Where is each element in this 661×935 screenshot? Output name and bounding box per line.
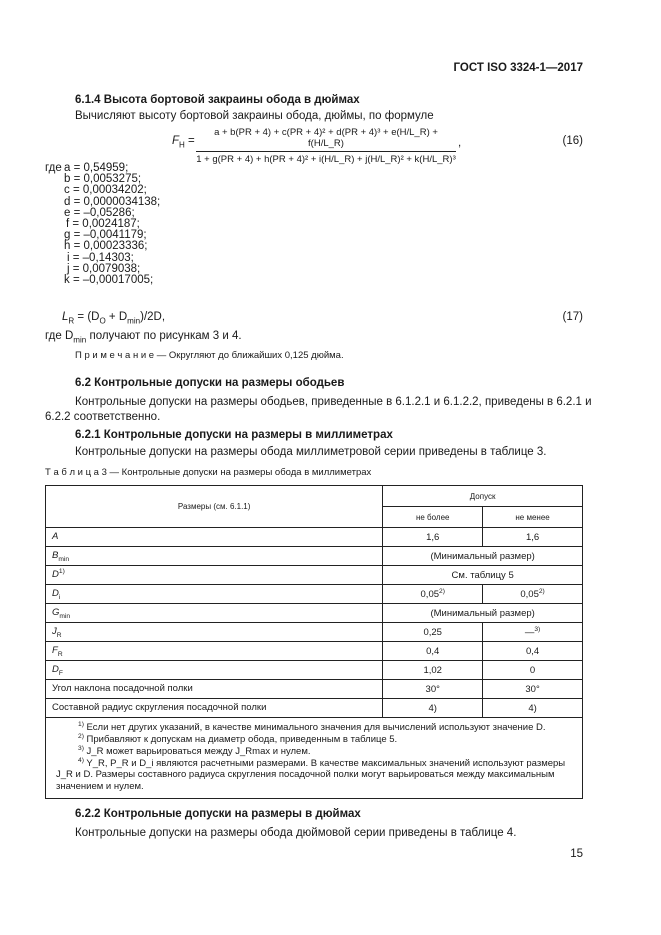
section-6-2-heading: 6.2 Контрольные допуски на размеры ободьев: [75, 377, 345, 389]
col-header-tolerance: Допуск: [383, 486, 583, 507]
row-dimension: $J_R$: [46, 623, 383, 642]
table-3-caption: Т а б л и ц а 3 — Контрольные допуски на размеры обода в миллиметрах: [45, 467, 372, 478]
section-6-2-para-line2: 6.2.2 соответственно.: [45, 411, 161, 423]
formula-17-number: (17): [562, 311, 583, 323]
coefficient-item: h = 0,00023336;: [64, 240, 148, 253]
table-footnotes: [46, 718, 583, 799]
row-dimension: $D_F$: [46, 661, 383, 680]
row-tolerance-max: 4): [383, 699, 483, 718]
section-6-2-1-heading: 6.2.1 Контрольные допуски на размеры в миллиметрах: [75, 429, 393, 441]
footnote-1: $^{1)}$ Если нет других указаний, в качестве минимального значения для вычислений используют значение D.: [78, 721, 546, 734]
row-tolerance-span: (Минимальный размер): [383, 547, 583, 566]
coefficient-item: f = 0,0024187;: [66, 218, 140, 230]
row-tolerance-span: (Минимальный размер): [383, 604, 583, 623]
row-dimension: $B_{min}$: [46, 547, 383, 566]
section-6-1-4-heading: 6.1.4 Высота бортовой закраины обода в дюймах: [75, 94, 360, 106]
row-tolerance-max: 1,02: [383, 661, 483, 680]
row-dimension: $G_{min}$: [46, 604, 383, 623]
coefficient-item: j = 0,0079038;: [67, 262, 141, 275]
section-6-2-2-para: Контрольные допуски на размеры обода дюймовой серии приведены в таблице 4.: [75, 827, 517, 839]
table-row: [46, 585, 583, 604]
formula-16-fraction: [196, 127, 456, 165]
row-dimension: $D_i$: [46, 585, 383, 604]
formula-16-comma: ,: [458, 137, 462, 149]
row-tolerance-max: 0,4: [383, 642, 483, 661]
formula-16-denominator: 1 + g(PR + 4) + h(PR + 4)² + i(H/L_R) + j(H/L_R)² + k(H/L_R)³: [196, 154, 456, 165]
section-6-2-2-heading: 6.2.2 Контрольные допуски на размеры в дюймах: [75, 808, 361, 820]
section-6-1-4-intro: Вычисляют высоту бортовой закраины обода, дюймы, по формуле: [75, 110, 434, 122]
col-header-min: не менее: [483, 507, 583, 528]
row-tolerance-min: 0: [483, 661, 583, 680]
col-header-max: не более: [383, 507, 483, 528]
formula-16-number: (16): [562, 135, 583, 147]
document-id: ГОСТ ISO 3324-1—2017: [453, 62, 583, 74]
coefficient-item: g = –0,0041179;: [64, 229, 147, 242]
row-tolerance-min: 1,6: [483, 528, 583, 547]
table-row: [46, 680, 583, 699]
formula-16-numerator: a + b(PR + 4) + c(PR + 4)² + d(PR + 4)³ + e(H/L_R) + f(H/L_R): [196, 127, 456, 152]
row-dimension: Угол наклона посадочной полки: [46, 680, 383, 699]
footnote-4-line3: значением и нулем.: [56, 781, 144, 792]
formula-17: $L_R = (D_O + D_{min})/2D$,: [62, 311, 166, 326]
where-label: где: [45, 162, 62, 174]
coefficient-item: i = –0,14303;: [67, 251, 134, 264]
coefficient-item: e = –0,05286;: [64, 206, 135, 219]
row-tolerance-max: 0,25: [383, 623, 483, 642]
row-tolerance-min: 0,05$^{2)}$: [483, 585, 583, 604]
table-row: [46, 661, 583, 680]
coefficient-item: b = 0,0053275;: [64, 173, 142, 186]
footnote-4-line1: $^{4)}$ Y_R, P_R и D_i являются расчетными размерами. В качестве максимальных значений используют размеры: [78, 757, 566, 770]
table-row: [46, 547, 583, 566]
page-number: 15: [570, 848, 583, 860]
table-row: [46, 623, 583, 642]
table-row: [46, 566, 583, 585]
coefficient-item: a = 0,54959;: [64, 162, 129, 174]
col-header-dimensions: Размеры (см. 6.1.1): [46, 486, 383, 528]
table-row: [46, 699, 583, 718]
row-dimension: A: [46, 528, 383, 547]
section-6-2-1-para: Контрольные допуски на размеры обода миллиметровой серии приведены в таблице 3.: [75, 446, 547, 458]
table-row: [46, 604, 583, 623]
row-tolerance-span: См. таблицу 5: [383, 566, 583, 585]
note: П р и м е ч а н и е — Округляют до ближайших 0,125 дюйма.: [75, 350, 344, 361]
row-dimension: Составной радиус скругления посадочной полки: [46, 699, 383, 718]
footnote-3: $^{3)}$ J_R может варьироваться между J_Rmax и нулем.: [78, 745, 311, 758]
row-dimension: $D^{1)}$: [46, 566, 383, 585]
formula-16-lhs: $F_H$ =: [172, 135, 195, 150]
footnote-2: $^{2)}$ Прибавляют к допускам на диаметр обода, приведенным в таблице 5.: [78, 733, 398, 746]
row-tolerance-min: 4): [483, 699, 583, 718]
row-dimension: $F_R$: [46, 642, 383, 661]
table-3: [45, 485, 583, 799]
row-tolerance-min: —$^{3)}$: [483, 623, 583, 642]
table-row: [46, 528, 583, 547]
row-tolerance-max: 0,05$^{2)}$: [383, 585, 483, 604]
dmin-line: где $D_{min}$ получают по рисункам 3 и 4.: [45, 330, 242, 345]
section-6-2-para-line1: Контрольные допуски на размеры ободьев, приведенные в 6.1.2.1 и 6.1.2.2, приведены в 6.2.1 и: [75, 396, 592, 408]
coefficient-item: d = 0,0000034138;: [64, 195, 161, 208]
table-row: [46, 642, 583, 661]
coefficient-item: c = 0,00034202;: [64, 184, 147, 197]
coefficient-item: k = –0,00017005;: [64, 274, 154, 286]
row-tolerance-min: 30°: [483, 680, 583, 699]
row-tolerance-min: 0,4: [483, 642, 583, 661]
row-tolerance-max: 30°: [383, 680, 483, 699]
row-tolerance-max: 1,6: [383, 528, 483, 547]
footnote-4-line2: J_R и D. Размеры составного радиуса скругления посадочной полки могут варьироваться между максимальным: [56, 769, 555, 780]
